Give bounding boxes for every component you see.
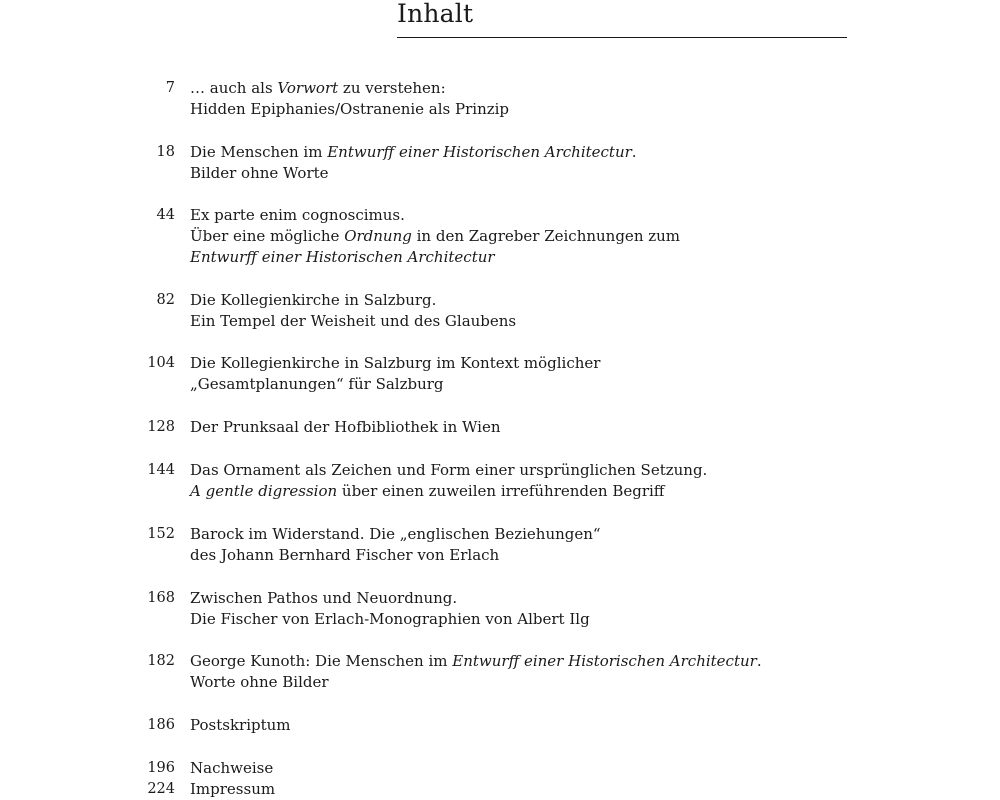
toc-page-number: 182 [147,653,175,669]
toc-entry-title [190,588,890,630]
toc-entry-line [190,460,890,481]
toc-entry-line [190,588,890,609]
toc-entry-line [190,142,890,163]
toc-italic-text: A gentle digression [190,482,338,500]
toc-entry-title [190,460,890,502]
toc-entry-title [190,417,890,438]
toc-entry-title [190,715,890,736]
toc-entry-line [190,374,890,395]
toc-text: … auch als [190,79,278,97]
toc-entry-title [190,142,890,184]
toc-page-number: 186 [147,717,175,733]
toc-italic-text: Entwurff einer Historischen Architectur [190,248,495,266]
toc-entry-line [190,779,890,800]
toc-entry-line [190,715,890,736]
toc-text: des Johann Bernhard Fischer von Erlach [190,546,500,564]
toc-entry-line [190,651,890,672]
toc-entry-title [190,779,890,800]
toc-text: Ein Tempel der Weisheit und des Glaubens [190,312,517,330]
page-title: Inhalt [397,0,474,28]
toc-entry-title [190,353,890,395]
toc-entry-line [190,163,890,184]
toc-entry-line [190,247,890,268]
toc-page-number: 18 [156,144,175,160]
toc-page-number: 44 [156,207,175,223]
toc-entry-title [190,205,890,268]
toc-entry-line [190,609,890,630]
toc-text: Das Ornament als Zeichen und Form einer ursprünglichen Setzung. [190,461,708,479]
toc-entry-line [190,78,890,99]
toc-text: Worte ohne Bilder [190,673,329,691]
toc-text: Hidden Epiphanies/Ostranenie als Prinzip [190,100,510,118]
toc-page-number: 82 [156,292,175,308]
toc-text: „Gesamtplanungen“ für Salzburg [190,375,444,393]
toc-italic-text: Ordnung [344,227,412,245]
toc-text: Impressum [190,780,276,798]
toc-entry-line [190,205,890,226]
toc-page-number: 224 [147,781,175,797]
toc-text: Die Fischer von Erlach-Monographien von Albert Ilg [190,610,590,628]
toc-italic-text: Entwurff einer Historischen Architectur [327,143,632,161]
toc-text: Die Kollegienkirche in Salzburg im Kontext möglicher [190,354,601,372]
toc-text: zu verstehen: [338,79,446,97]
toc-page-number: 128 [147,419,175,435]
toc-entry-line [190,99,890,120]
toc-page-number: 7 [165,80,175,96]
toc-entry-title [190,78,890,120]
toc-text: Barock im Widerstand. Die „englischen Beziehungen“ [190,525,601,543]
toc-entry-line [190,758,890,779]
toc-entry-line [190,545,890,566]
toc-text: Ex parte enim cognoscimus. [190,206,405,224]
toc-entry-title [190,290,890,332]
toc-text: Bilder ohne Worte [190,164,329,182]
toc-entry-line [190,311,890,332]
toc-page-number: 144 [147,462,175,478]
toc-page-number: 168 [147,590,175,606]
toc-text: in den Zagreber Zeichnungen zum [411,227,681,245]
toc-italic-text: Entwurff einer Historischen Architectur [452,652,757,670]
toc-page-number: 104 [147,355,175,371]
toc-page-number: 196 [147,760,175,776]
toc-entry-line [190,226,890,247]
toc-entry-line [190,481,890,502]
toc-text: Zwischen Pathos und Neuordnung. [190,589,458,607]
toc-entry-line [190,524,890,545]
toc-text: . [756,652,762,670]
toc-text: Über eine mögliche [190,227,345,245]
toc-entry-title [190,651,890,693]
toc-entry-line [190,672,890,693]
toc-text: . [631,143,637,161]
toc-page-number: 152 [147,526,175,542]
toc-text: George Kunoth: Die Menschen im [190,652,453,670]
toc-entry-line [190,417,890,438]
toc-text: Der Prunksaal der Hofbibliothek in Wien [190,418,501,436]
toc-italic-text: Vorwort [277,79,339,97]
toc-entry-title [190,758,890,779]
toc-entry-line [190,290,890,311]
toc-text: Die Kollegienkirche in Salzburg. [190,291,437,309]
toc-entry-line [190,353,890,374]
toc-text: Die Menschen im [190,143,328,161]
toc-text: über einen zuweilen irreführenden Begriff [337,482,665,500]
toc-entry-title [190,524,890,566]
toc-text: Postskriptum [190,716,291,734]
toc-text: Nachweise [190,759,274,777]
